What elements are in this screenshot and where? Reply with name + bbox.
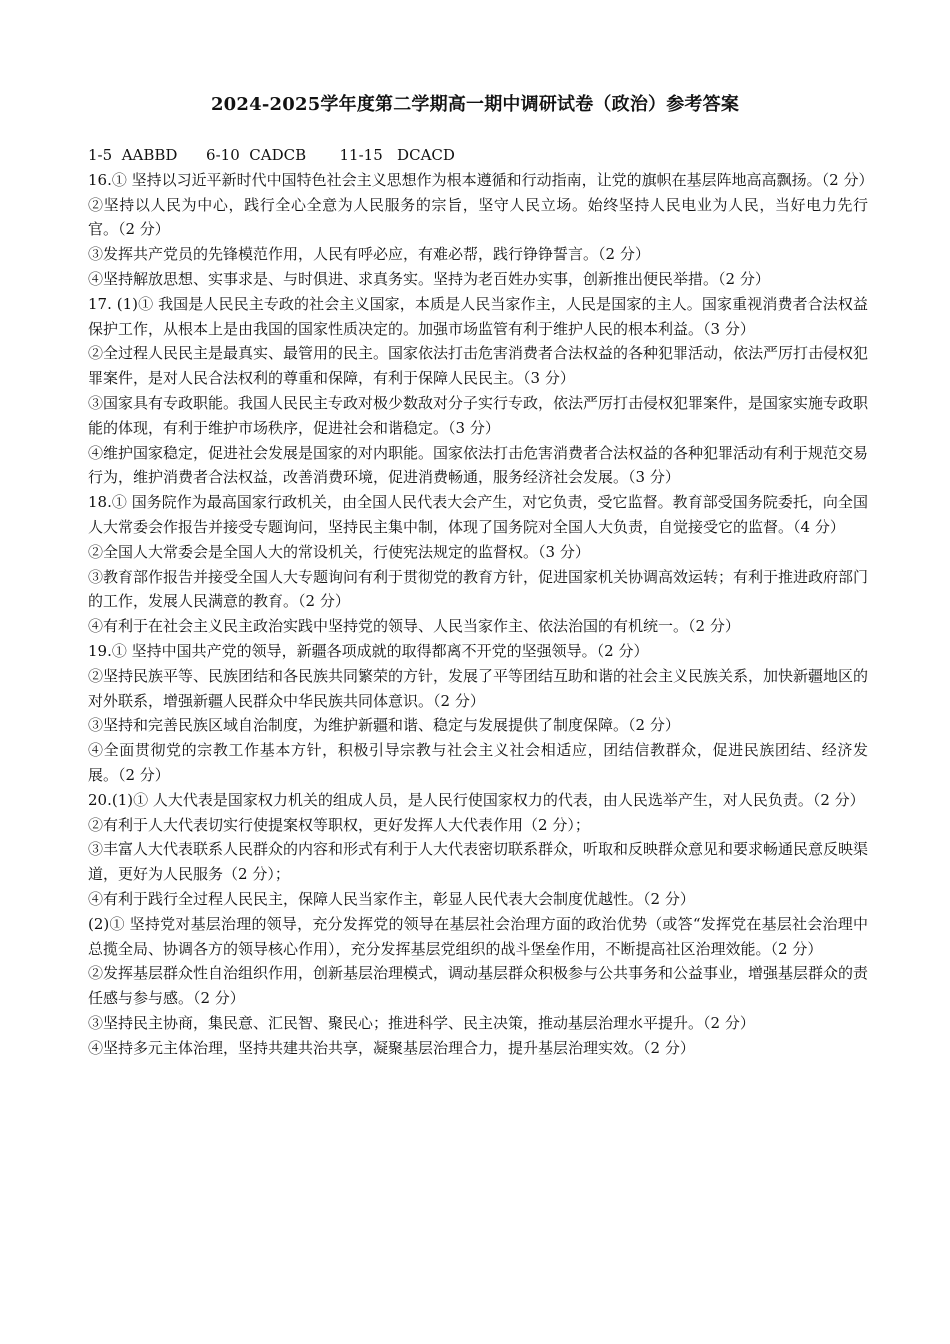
answer-20-2-point-4: ④坚持多元主体治理，坚持共建共治共享，凝聚基层治理合力，提升基层治理实效。（2 分）	[88, 1038, 695, 1057]
answer-20-1-point-1: 20.(1)① 人大代表是国家权力机关的组成人员，是人民行使国家权力的代表，由人民选举产生，对人民负责。（2 分）	[88, 790, 865, 809]
answer-16-point-2: ②坚持以人民为中心，践行全心全意为人民服务的宗旨，坚守人民立场。始终坚持人民电业为人民，当好电力先行官。（2 分）	[88, 195, 868, 239]
answer-20-2-point-3: ③坚持民主协商，集民意、汇民智、聚民心；推进科学、民主决策，推动基层治理水平提升。（2 分）	[88, 1013, 755, 1032]
answer-18-point-3: ③教育部作报告并接受全国人大专题询问有利于贯彻党的教育方针，促进国家机关协调高效运转；有利于推进政府部门的工作，发展人民满意的教育。（2 分）	[88, 567, 869, 611]
answer-19-point-4: ④全面贯彻党的宗教工作基本方针，积极引导宗教与社会主义社会相适应，团结信教群众，促进民族团结、经济发展。（2 分）	[88, 741, 868, 784]
multiple-choice-answers	[88, 143, 868, 168]
answer-20-2-point-2: ②发挥基层群众性自治组织作用，创新基层治理模式，调动基层群众积极参与公共事务和公益事业，增强基层群众的责任感与参与感。（2 分）	[88, 964, 869, 1008]
mc-group-1-5: 1-5 AABBD	[88, 146, 178, 164]
answer-20-1-point-3: ③丰富人大代表联系人民群众的内容和形式有利于人大代表密切联系群众，听取和反映群众意见和要求畅通民意反映渠道，更好为人民服务（2 分）；	[88, 840, 869, 884]
page-title: 2024-2025学年度第二学期高一期中调研试卷（政治）参考答案	[210, 94, 740, 115]
answer-18-point-2: ②全国人大常委会是全国人大的常设机关，行使宪法规定的监督权。（3 分）	[88, 542, 590, 561]
answer-17-point-1: 17. (1)① 我国是人民民主专政的社会主义国家，本质是人民当家作主，人民是国家的主人。国家重视消费者合法权益保护工作，从根本上是由我国的国家性质决定的。加强市场监管有利于维护人民的根本利益。（3 分）	[88, 294, 868, 338]
answer-20-1-point-2: ②有利于人大代表切实行使提案权等职权，更好发挥人大代表作用（2 分）；	[88, 815, 590, 834]
mc-group-6-10: 6-10 CADCB	[206, 146, 307, 164]
answer-19-point-2: ②坚持民族平等、民族团结和各民族共同繁荣的方针，发展了平等团结互助和谐的社会主义民族关系，加快新疆地区的对外联系，增强新疆人民群众中华民族共同体意识。（2 分）	[88, 666, 869, 710]
answer-16-point-3: ③发挥共产党员的先锋模范作用，人民有呼必应，有难必帮，践行铮铮誓言。（2 分）	[88, 245, 650, 264]
answer-17-point-4: ④维护国家稳定，促进社会发展是国家的对内职能。国家依法打击危害消费者合法权益的各种犯罪活动有利于规范交易行为，维护消费者合法权益，改善消费环境，促进消费畅通，服务经济社会发展。（3 分）	[88, 443, 869, 487]
answer-19-point-3: ③坚持和完善民族区域自治制度，为维护新疆和谐、稳定与发展提供了制度保障。（2 分）	[88, 716, 680, 735]
answer-20-2-point-1: (2)① 坚持党对基层治理的领导，充分发挥党的领导在基层社会治理方面的政治优势（或答“发挥党在基层社会治理中总揽全局、协调各方的领导核心作用），充分发挥基层党组织的战斗堡垒作用，不断提高社区治理效能。（2 分）	[88, 914, 868, 958]
answer-18-point-4: ④有利于在社会主义民主政治实践中坚持党的领导、人民当家作主、依法治国的有机统一。（2 分）	[88, 617, 740, 636]
answer-17-point-3: ③国家具有专政职能。我国人民民主专政对极少数敌对分子实行专政，依法严厉打击侵权犯罪案件，是国家实施专政职能的体现，有利于维护市场秩序，促进社会和谐稳定。（3 分）	[88, 393, 869, 437]
answer-16-point-4: ④坚持解放思想、实事求是、与时俱进、求真务实。坚持为老百姓办实事，创新推出便民举措。（2 分）	[88, 269, 770, 288]
answer-16-point-1: 16.① 坚持以习近平新时代中国特色社会主义思想作为根本遵循和行动指南，让党的旗帜在基层阵地高高飘扬。（2 分）	[88, 170, 874, 189]
answer-20-1-point-4: ④有利于践行全过程人民民主，保障人民当家作主，彰显人民代表大会制度优越性。（2 分）	[88, 889, 695, 908]
answer-18-point-1: 18.① 国务院作为最高国家行政机关，由全国人民代表大会产生，对它负责，受它监督。教育部受国务院委托，向全国人大常委会作报告并接受专题询问，坚持民主集中制，体现了国务院对全国人大负责，自觉接受它的监督。（4 分）	[88, 493, 868, 536]
mc-group-11-15: 11-15 DCACD	[339, 146, 455, 164]
answer-17-point-2: ②全过程人民民主是最真实、最管用的民主。国家依法打击危害消费者合法权益的各种犯罪活动，依法严厉打击侵权犯罪案件，是对人民合法权利的尊重和保障，有利于保障人民民主。（3 分）	[88, 344, 869, 388]
answer-body	[88, 143, 874, 1060]
answer-19-point-1: 19.① 坚持中国共产党的领导，新疆各项成就的取得都离不开党的坚强领导。（2 分）	[88, 641, 649, 660]
